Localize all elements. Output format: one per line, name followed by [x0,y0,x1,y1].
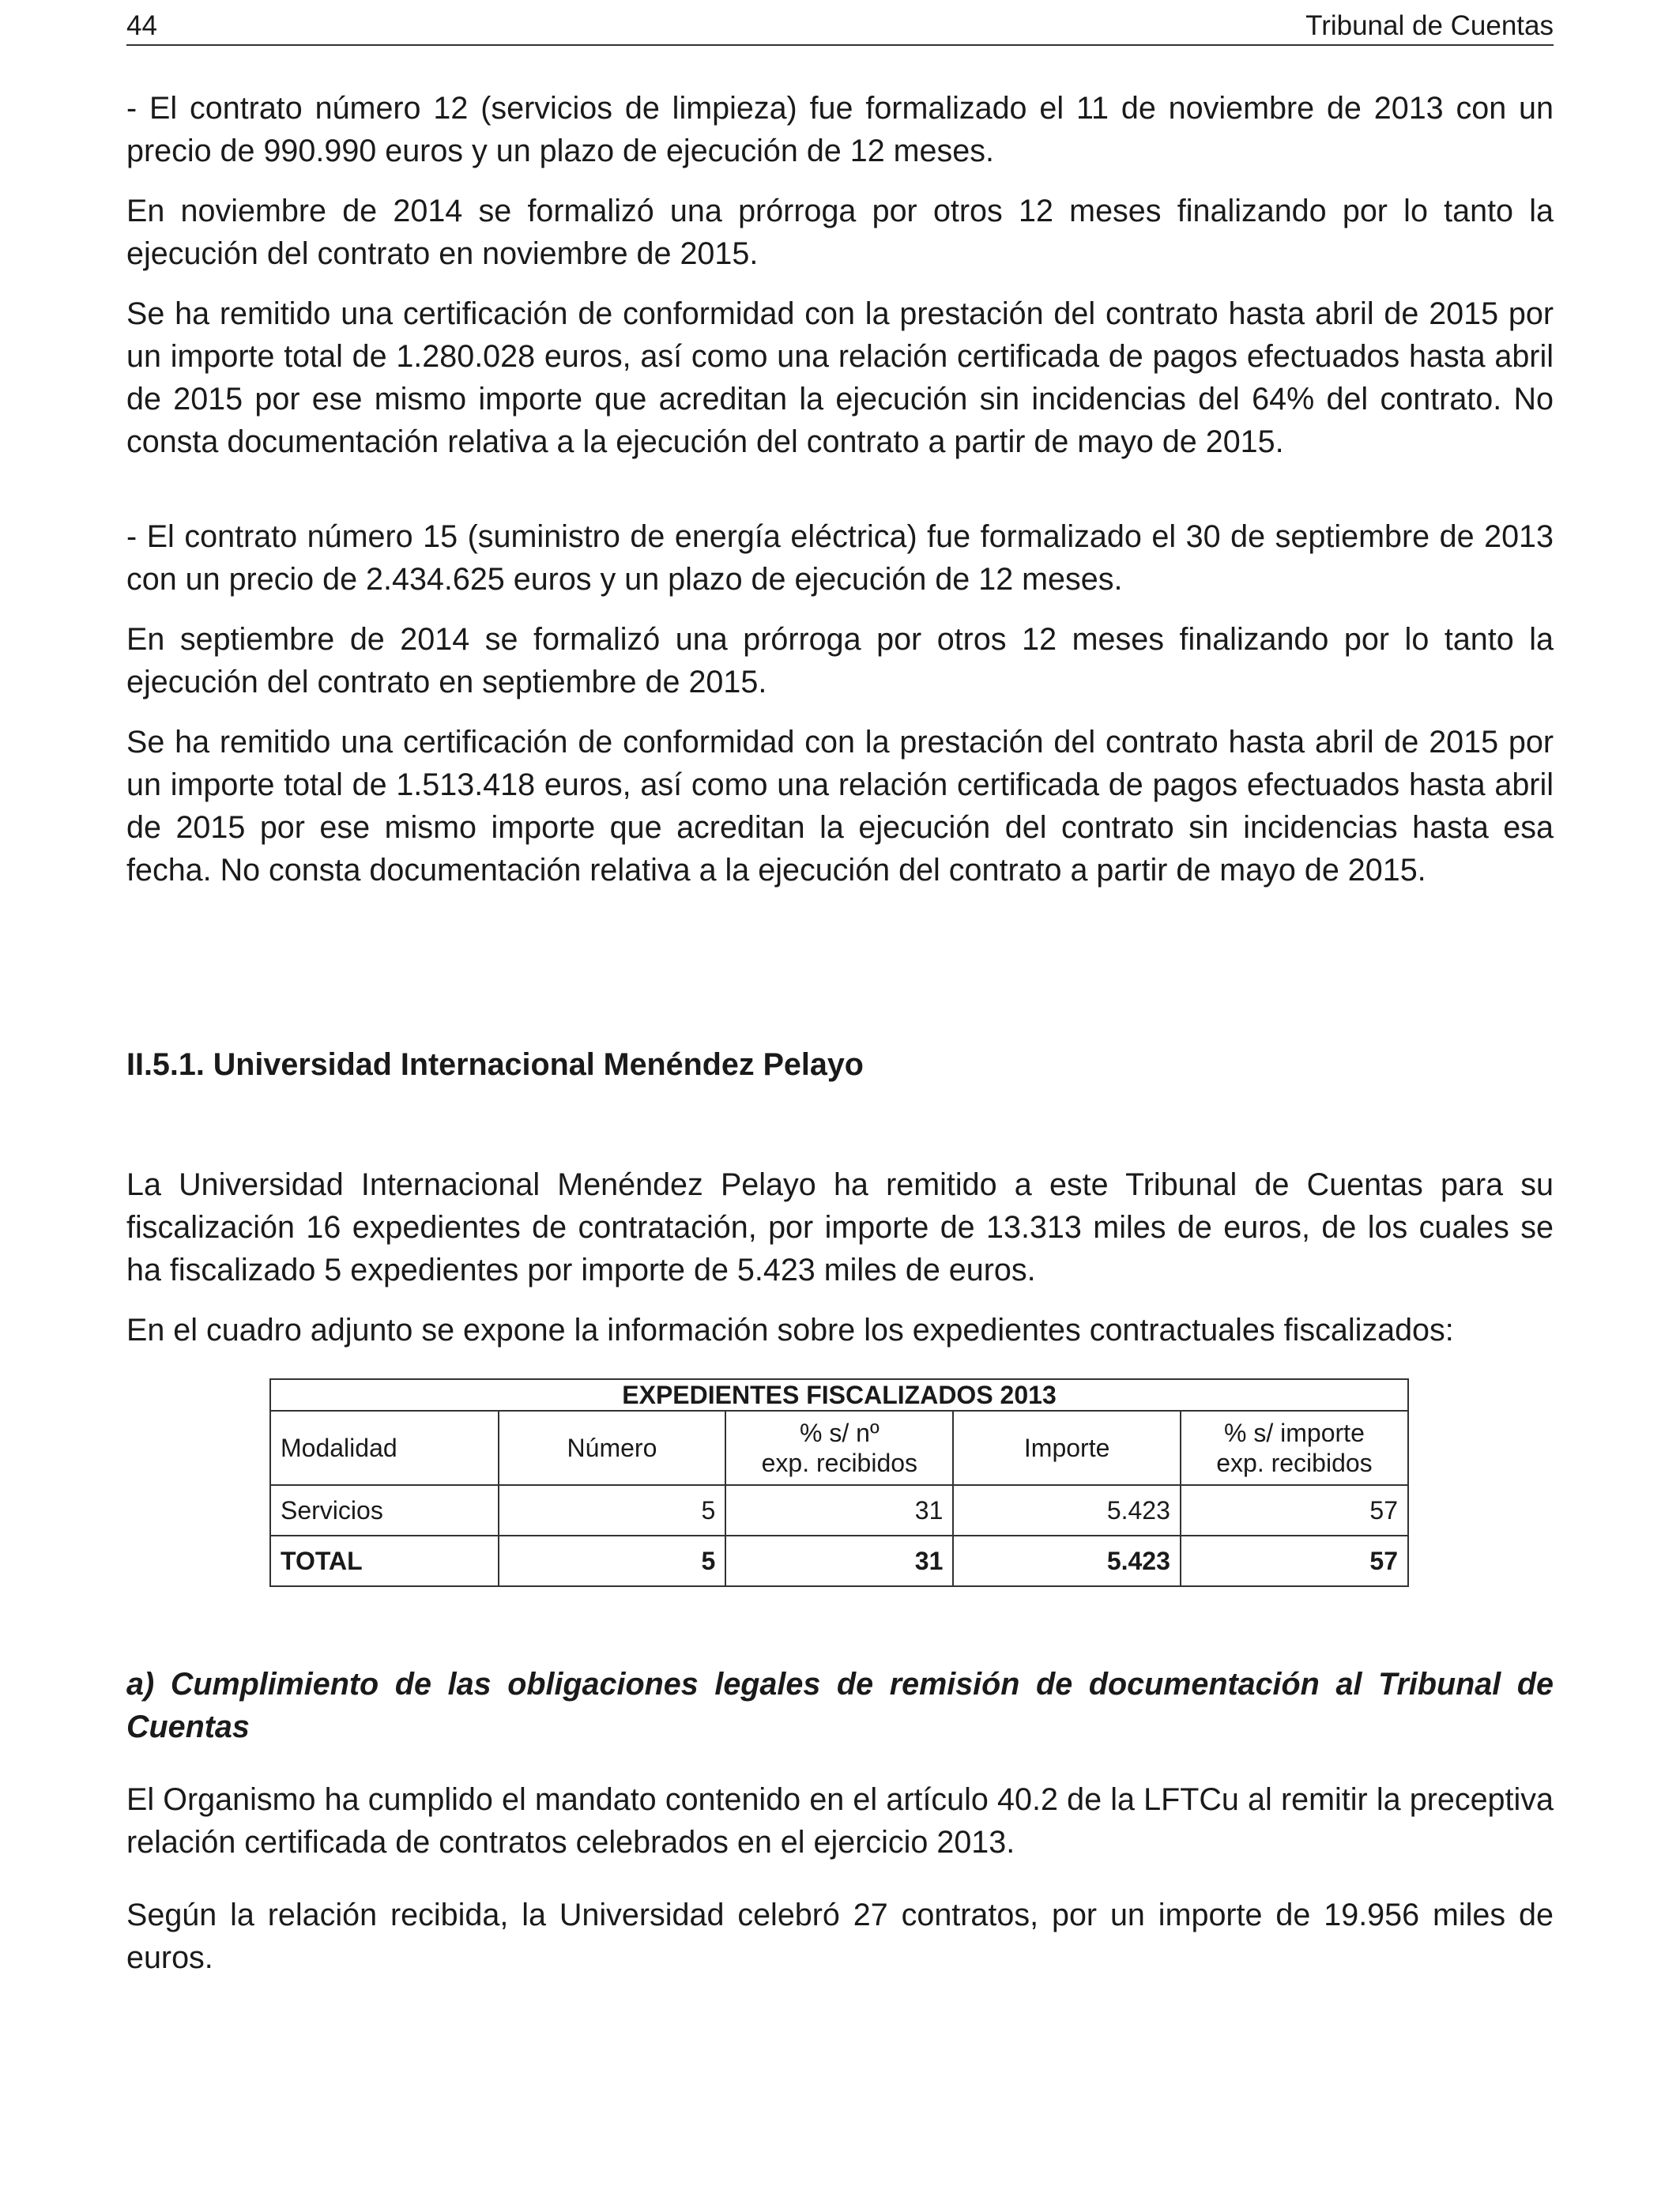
expedientes-table [269,1378,1409,1587]
paragraph-relacion-recibida: Según la relación recibida, la Universidad celebró 27 contratos, por un importe de 19.956 miles de euros. [126,1898,1554,1975]
col-header-pct-imp-line1: % s/ importe [1224,1419,1365,1447]
table-total-row [270,1536,1408,1586]
total-importe: 5.423 [953,1536,1181,1586]
section-heading: II.5.1. Universidad Internacional Menéndez Pelayo [126,1047,864,1082]
subsection-heading: a) Cumplimiento de las obligaciones legales de remisión de documentación al Tribunal de Cuentas [126,1667,1554,1744]
cell-modalidad: Servicios [270,1485,499,1536]
paragraph-prorroga-nov: En noviembre de 2014 se formalizó una prórroga por otros 12 meses finalizando por lo tanto la ejecución del contrato en noviembre de 2015. [126,194,1554,271]
paragraph-certificacion-12: Se ha remitido una certificación de conformidad con la prestación del contrato hasta abril de 2015 por un importe total de 1.280.028 euros, así como una relación certificada de pagos efectuados hasta abril de 2015 por ese mismo importe que acreditan la ejecución sin incidencias del 64% del contrato. No consta documentación relativa a la ejecución del contrato a partir de mayo de 2015. [126,296,1554,459]
cell-pct-imp: 57 [1181,1485,1408,1536]
paragraph-certificacion-15: Se ha remitido una certificación de conformidad con la prestación del contrato hasta abril de 2015 por un importe total de 1.513.418 euros, así como una relación certificada de pagos efectuados hasta abril de 2015 por ese mismo importe que acreditan la ejecución del contrato sin incidencias hasta esa fecha. No consta documentación relativa a la ejecución del contrato a partir de mayo de 2015. [126,725,1554,888]
cell-importe: 5.423 [953,1485,1181,1536]
cell-pct-num: 31 [725,1485,953,1536]
col-header-importe: Importe [953,1411,1181,1485]
col-header-pct-imp [1181,1411,1408,1485]
col-header-modalidad: Modalidad [270,1411,499,1485]
col-header-numero: Número [499,1411,726,1485]
paragraph-cuadro-adjunto: En el cuadro adjunto se expone la información sobre los expedientes contractuales fiscalizados: [126,1313,1454,1348]
document-body [126,87,1554,1979]
paragraph-contract-15: - El contrato número 15 (suministro de energía eléctrica) fue formalizado el 30 de septiembre de 2013 con un precio de 2.434.625 euros y un plazo de ejecución de 12 meses. [126,519,1554,597]
total-pct-imp: 57 [1181,1536,1408,1586]
paragraph-contract-12: - El contrato número 12 (servicios de limpieza) fue formalizado el 11 de noviembre de 2013 con un precio de 990.990 euros y un plazo de ejecución de 12 meses. [126,91,1554,168]
table-caption: EXPEDIENTES FISCALIZADOS 2013 [270,1379,1408,1411]
col-header-pct-imp-line2: exp. recibidos [1216,1449,1373,1477]
paragraph-prorroga-sep: En septiembre de 2014 se formalizó una prórroga por otros 12 meses finalizando por lo tanto la ejecución del contrato en septiembre de 2015. [126,622,1554,699]
running-header [126,8,1554,46]
header-title: Tribunal de Cuentas [1305,10,1554,41]
col-header-pct-num-line1: % s/ nº [800,1419,880,1447]
table-header-row [270,1411,1408,1485]
cell-numero: 5 [499,1485,726,1536]
table-row [270,1485,1408,1536]
paragraph-uimp-remitido: La Universidad Internacional Menéndez Pelayo ha remitido a este Tribunal de Cuentas para su fiscalización 16 expedientes de contratación, por importe de 13.313 miles de euros, de los cuales se ha fiscalizado 5 expedientes por importe de 5.423 miles de euros. [126,1167,1554,1287]
total-pct-num: 31 [725,1536,953,1586]
total-label: TOTAL [270,1536,499,1586]
total-numero: 5 [499,1536,726,1586]
col-header-pct-num-line2: exp. recibidos [761,1449,918,1477]
paragraph-organismo-cumplido: El Organismo ha cumplido el mandato contenido en el artículo 40.2 de la LFTCu al remitir la preceptiva relación certificada de contratos celebrados en el ejercicio 2013. [126,1782,1554,1860]
page-number: 44 [126,10,157,41]
document-page [126,0,1554,2194]
col-header-pct-num [725,1411,953,1485]
